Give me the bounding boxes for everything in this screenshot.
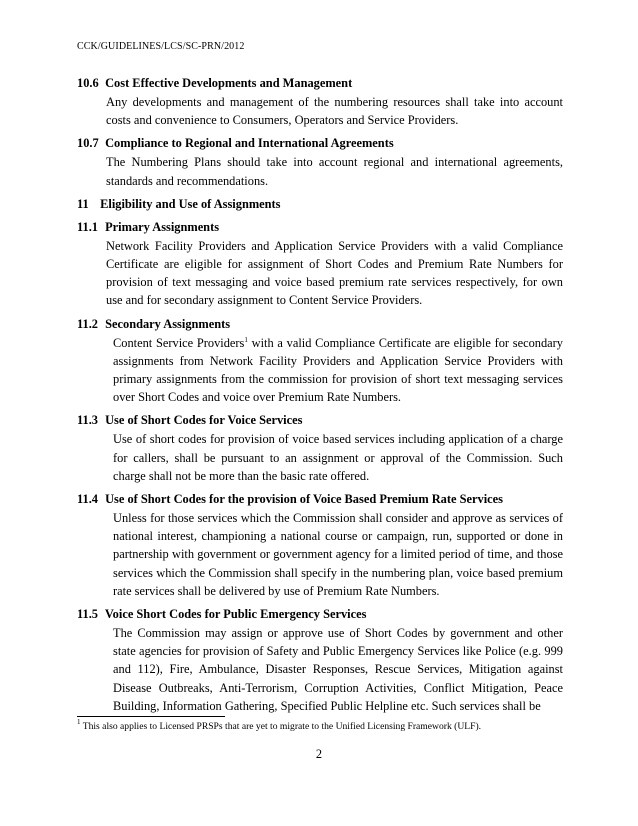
section-number: 11.4	[77, 492, 98, 507]
section-number: 11.5	[77, 607, 98, 622]
section-title: Secondary Assignments	[105, 316, 231, 331]
section-body: Use of short codes for provision of voice based services including application of a charge for callers, shall be pursuant to an assignment or approval of the Commission. Such charge shall not be more than the basic rate offered.	[113, 432, 563, 483]
section-title: Voice Short Codes for Public Emergency Services	[104, 607, 367, 622]
section-body: The Commission may assign or approve use of Short Codes by government and other state agencies for provision of Safety and Public Emergency Services like Police (e.g. 999 and 112), Fire, Ambulance, Disaster Responses, Rescue Services, Mitigation against Disease Outbreaks, Anti-Terrorism, Corruption Activities, Conflict Mitigation, Peace Building, Information Gathering, Specified Public Helpline etc. Such services shall be	[113, 626, 563, 713]
section-heading	[77, 411, 563, 429]
section-10-7	[77, 134, 563, 189]
footnote-reference: 1	[244, 335, 248, 344]
section-number: 11.2	[77, 316, 98, 331]
section-heading	[77, 605, 563, 623]
section-number: 11	[77, 196, 89, 211]
document-body	[77, 74, 563, 720]
section-11-1	[77, 218, 563, 310]
footnote	[77, 718, 482, 732]
section-11-3	[77, 411, 563, 485]
section-body: Any developments and management of the numbering resources shall take into account costs and convenience to Consumers, Operators and Service Providers.	[106, 95, 563, 128]
section-body-text: Content Service Providers	[113, 335, 245, 350]
section-body: Network Facility Providers and Application Service Providers with a valid Compliance Certificate are eligible for assignment of Short Codes and Premium Rate Numbers for provision of text messaging and voice based premium rate services respectively, for own use and for secondary assignment to Content Service Providers.	[106, 238, 563, 308]
section-heading	[77, 315, 563, 333]
section-11-5	[77, 605, 563, 715]
section-body	[77, 334, 563, 407]
document-header-reference: CCK/GUIDELINES/LCS/SC-PRN/2012	[77, 41, 245, 52]
section-body: The Numbering Plans should take into account regional and international agreements, standards and recommendations.	[106, 155, 563, 188]
section-title: Eligibility and Use of Assignments	[100, 196, 281, 211]
footnote-text: This also applies to Licensed PRSPs that are yet to migrate to the Unified Licensing Framework (ULF).	[80, 721, 482, 732]
section-title: Use of Short Codes for the provision of Voice Based Premium Rate Services	[105, 492, 503, 507]
section-heading	[77, 134, 563, 152]
section-title: Use of Short Codes for Voice Services	[105, 413, 303, 428]
footnote-divider	[77, 716, 225, 717]
section-heading	[77, 490, 563, 508]
section-number: 10.6	[77, 76, 99, 90]
section-heading	[77, 218, 563, 236]
section-body: Unless for those services which the Commission shall consider and approve as services of national interest, championing a national course or campaign, run, supported or done in partnership with government or government agency for a limited period of time, and those services which the Commission shall specify in the numbering plan, voice based premium rate services shall be delivered by use of Premium Rate Numbers.	[113, 511, 563, 598]
section-number: 11.1	[77, 219, 98, 234]
section-heading	[77, 74, 563, 92]
section-title: Cost Effective Developments and Management	[105, 76, 353, 90]
section-11	[77, 195, 563, 213]
section-11-2	[77, 315, 563, 407]
section-number: 10.7	[77, 136, 99, 151]
section-heading	[77, 195, 563, 213]
section-title: Primary Assignments	[105, 219, 220, 234]
section-10-6	[77, 74, 563, 129]
page-number: 2	[315, 747, 323, 761]
section-title: Compliance to Regional and International Agreements	[105, 136, 394, 151]
section-body-text: with a valid Compliance Certificate are eligible for secondary assignments from Network Facility Providers and Application Service Providers with primary assignments from the commission for provision of short text messaging services over Short Codes and voice over Premium Rate Numbers.	[113, 335, 563, 405]
footnote-marker: 1	[77, 718, 81, 726]
section-number: 11.3	[77, 413, 98, 428]
section-11-4	[77, 490, 563, 600]
